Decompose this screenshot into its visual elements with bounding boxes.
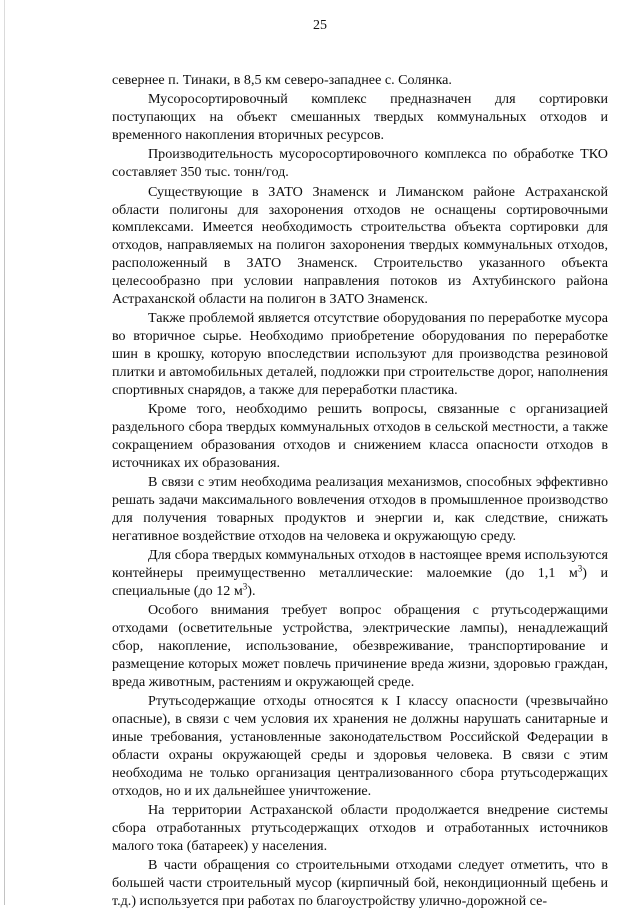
- paragraph-12: В части обращения со строительными отходами следует отметить, что в большей части строительный мусор (кирпичный бой, некондиционный щебень и т.д.) используется при работах по благоустройству улично-дорожной се-: [112, 857, 608, 910]
- paragraph-10: Ртутьсодержащие отходы относятся к I классу опасности (чрезвычайно опасные), в связи с чем условия их хранения не должны нарушать санитарные и иные требования, установленные законодательством Российской Федерации в области охраны окружающей среды и здоровья человека. В связи с этим необходима не только организация централизованного сбора ртутьсодержащих отходов, но и их дальнейшее уничтожение.: [112, 693, 608, 799]
- paragraph-11: На территории Астраханской области продолжается внедрение системы сбора отработанных ртутьсодержащих отходов и отработанных источников малого тока (батареек) у населения.: [112, 802, 608, 854]
- paragraph-1: севернее п. Тинаки, в 8,5 км северо-западнее с. Солянка.: [112, 72, 452, 88]
- superscript-cubic-1: 3: [577, 563, 583, 574]
- paragraph-3: Производительность мусоросортировочного комплекса по обработке ТКО составляет 350 тыс. тонн/год.: [112, 146, 608, 181]
- paragraph-7: В связи с этим необходима реализация механизмов, способных эффективно решать задачи максимального вовлечения отходов в промышленное производство для получения товарных продуктов и энергии и, как следствие, снижать негативное воздействие отходов на человека и окружающую среду.: [112, 474, 608, 544]
- paragraph-6: Кроме того, необходимо решить вопросы, связанные с организацией раздельного сбора твердых коммунальных отходов в сельской местности, а также сокращением образования отходов и снижением класса опасности отходов в источниках их образования.: [112, 401, 608, 471]
- paragraph-4: Существующие в ЗАТО Знаменск и Лиманском районе Астраханской области полигоны для захоронения отходов не оснащены сортировочными комплексами. Имеется необходимость строительства объекта сортировки для отходов, направляемых на полигон захоронения твердых коммунальных отходов, расположенный в ЗАТО Знаменск. Строительство указанного объекта целесообразно при условии направления потоков из Ахтубинского района Астраханской области на полигон в ЗАТО Знаменск.: [112, 183, 608, 308]
- page-number: 25: [313, 18, 327, 33]
- paragraph-8-text-middle: ) и специальные (до 12 м: [112, 565, 608, 600]
- paragraph-8: [112, 547, 608, 601]
- paragraph-9: Особого внимания требует вопрос обращения с ртутьсодержащими отходами (осветительные устройства, электрические лампы), ненадлежащий сбор, накопление, использование, обезвреживание, транспортирование и размещение которых может повлечь причинение вреда жизни, здоровью граждан, вреда животным, растениям и окружающей среде.: [112, 602, 608, 691]
- paragraph-5: Также проблемой является отсутствие оборудования по переработке мусора во вторичное сырье. Необходимо приобретение оборудования по переработке шин в крошку, которую впоследствии используют для производства резиновой плитки и автомобильных деталей, подложки при строительстве дорог, наполнения спортивных снарядов, а также для переработки пластика.: [112, 310, 608, 398]
- superscript-cubic-2: 3: [242, 581, 248, 592]
- document-body: [112, 72, 608, 912]
- paragraph-8-text-before: Для сбора твердых коммунальных отходов в настоящее время используются контейнеры преимущественно металлические: малоемкие (до 1,1 м: [112, 547, 608, 582]
- paragraph-2: Мусоросортировочный комплекс предназначен для сортировки поступающих на объект смешанных твердых коммунальных отходов и временного накопления вторичных ресурсов.: [112, 91, 608, 144]
- scan-edge-shadow: [4, 0, 5, 905]
- paragraph-8-text-after: ).: [247, 583, 256, 600]
